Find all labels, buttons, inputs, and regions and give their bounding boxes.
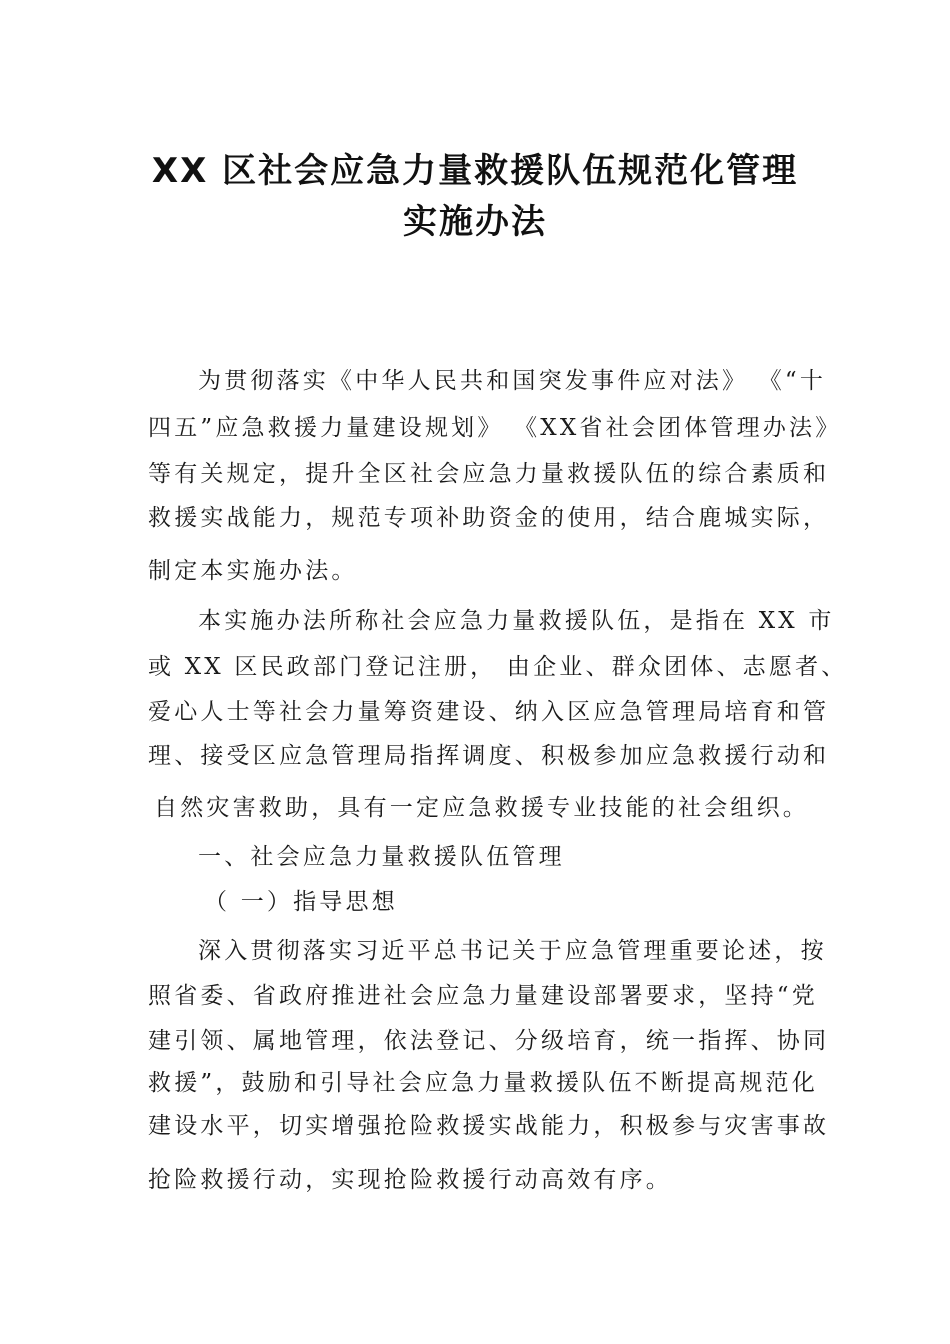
document-title-line-2: 实施办法 — [403, 202, 547, 242]
paragraph-1-line: 等有关规定，提升全区社会应急力量救援队伍的综合素质和 — [148, 461, 830, 487]
paragraph-1-line: 救援实战能力，规范专项补助资金的使用，结合鹿城实际， — [148, 505, 830, 531]
paragraph-2-line: 理、接受区应急管理局指挥调度、积极参加应急救援行动和 — [148, 743, 830, 769]
paragraph-1-line: 四五”应急救援力量建设规划》 《XX省社会团体管理办法》 — [148, 415, 842, 441]
paragraph-3-line: 照省委、省政府推进社会应急力量建设部署要求，坚持“党 — [148, 983, 818, 1009]
paragraph-3-line: 深入贯彻落实习近平总书记关于应急管理重要论述，按 — [198, 938, 827, 964]
paragraph-2-line: 自然灾害救助，具有一定应急救援专业技能的社会组织。 — [154, 795, 809, 821]
subsection-heading: （ 一）指导思想 — [204, 889, 398, 915]
paragraph-2-line: 本实施办法所称社会应急力量救援队伍，是指在 XX 市 — [198, 608, 835, 634]
document-title-line-1: XX 区社会应急力量救援队伍规范化管理 — [151, 151, 799, 191]
paragraph-3-line: 抢险救援行动，实现抢险救援行动高效有序。 — [148, 1167, 672, 1193]
paragraph-1-line: 为贯彻落实《中华人民共和国突发事件应对法》 《“十 — [198, 368, 827, 394]
paragraph-3-line: 救援”，鼓励和引导社会应急力量救援队伍不断提高规范化 — [148, 1070, 818, 1096]
paragraph-3-line: 建引领、属地管理，依法登记、分级培育，统一指挥、协同 — [148, 1028, 830, 1054]
paragraph-2-line: 爱心人士等社会力量筹资建设、纳入区应急管理局培育和管 — [148, 699, 830, 725]
section-heading: 一、社会应急力量救援队伍管理 — [198, 844, 565, 870]
paragraph-3-line: 建设水平，切实增强抢险救援实战能力，积极参与灾害事故 — [148, 1113, 830, 1139]
paragraph-2-line: 或 XX 区民政部门登记注册， 由企业、群众团体、志愿者、 — [148, 654, 848, 680]
paragraph-1-line: 制定本实施办法。 — [148, 558, 358, 584]
